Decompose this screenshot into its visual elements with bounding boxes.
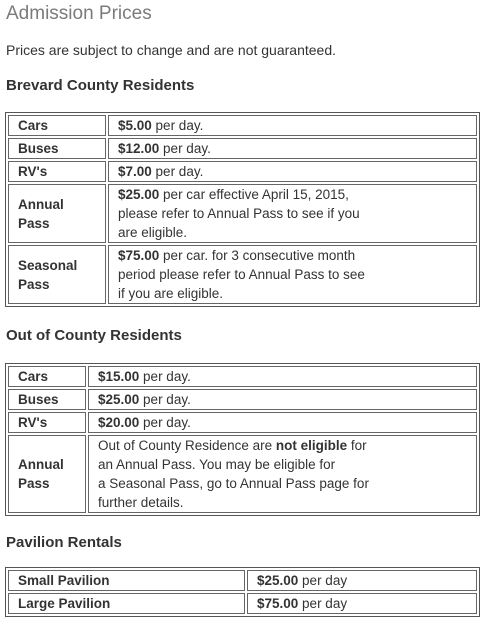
price-amount: $75.00: [257, 596, 299, 611]
row-label: Cars: [8, 366, 86, 387]
table-row: [8, 161, 477, 182]
value-line: are eligible.: [118, 225, 188, 240]
row-value: [88, 435, 477, 513]
price-unit: per day.: [139, 392, 191, 407]
row-label: Buses: [8, 389, 86, 410]
table-row: [8, 138, 477, 159]
value-line: Out of County Residence are: [98, 438, 276, 453]
price-disclaimer: Prices are subject to change and are not guaranteed.: [6, 42, 336, 58]
label-line: Annual: [18, 196, 64, 212]
value-line: for: [347, 438, 367, 453]
price-unit: per day: [298, 596, 348, 611]
value-line: if you are eligible.: [118, 286, 224, 301]
label-line: Seasonal: [18, 257, 78, 273]
value-line: a Seasonal Pass, go to Annual Pass page for: [98, 476, 369, 491]
row-value: [88, 366, 477, 387]
table-row: [8, 593, 477, 614]
table-row: [8, 570, 477, 591]
value-line: period please refer to Annual Pass to see: [118, 267, 365, 282]
table-row: [8, 412, 477, 433]
row-value: [108, 184, 477, 243]
price-amount: $7.00: [118, 164, 152, 179]
price-unit: per day.: [151, 164, 204, 179]
price-unit: per day.: [139, 369, 191, 384]
row-label: Large Pavilion: [8, 593, 245, 614]
price-amount: $5.00: [118, 118, 152, 133]
row-label: [8, 184, 106, 243]
row-label: RV's: [8, 161, 106, 182]
table-row: [8, 435, 477, 513]
price-amount: $25.00: [98, 392, 140, 407]
price-amount: $12.00: [118, 141, 160, 156]
value-line: please refer to Annual Pass to see if you: [118, 206, 360, 221]
price-amount: $20.00: [98, 415, 140, 430]
row-label: Cars: [8, 115, 106, 136]
table-row: [8, 115, 477, 136]
price-unit: per day.: [159, 141, 211, 156]
value-line: per car effective April 15, 2015,: [159, 187, 349, 202]
label-line: Pass: [18, 215, 50, 231]
row-value: [108, 138, 477, 159]
pavilion-price-table: [5, 567, 480, 617]
table-row: [8, 245, 477, 304]
label-line: Pass: [18, 476, 50, 491]
price-amount: $15.00: [98, 369, 140, 384]
row-label: [8, 245, 106, 304]
row-value: [88, 412, 477, 433]
row-value: [247, 593, 477, 614]
outcounty-price-table: [5, 363, 480, 516]
label-line: Annual: [18, 457, 64, 472]
table-row: [8, 389, 477, 410]
row-label: RV's: [8, 412, 86, 433]
price-amount: $25.00: [257, 573, 299, 588]
pavilion-heading: Pavilion Rentals: [6, 534, 122, 551]
outcounty-heading: Out of County Residents: [6, 327, 182, 344]
row-value: [108, 161, 477, 182]
row-label: [8, 435, 86, 513]
value-line: an Annual Pass. You may be eligible for: [98, 457, 336, 472]
value-line: further details.: [98, 495, 184, 510]
value-line: per car. for 3 consecutive month: [159, 248, 356, 263]
price-amount: $25.00: [118, 187, 160, 202]
eligibility-emphasis: not eligible: [275, 438, 348, 453]
row-label: Buses: [8, 138, 106, 159]
label-line: Pass: [18, 276, 50, 292]
table-row: [8, 184, 477, 243]
row-value: [247, 570, 477, 591]
page-title: Admission Prices: [6, 3, 152, 24]
table-row: [8, 366, 477, 387]
row-value: [108, 245, 477, 304]
row-label: Small Pavilion: [8, 570, 245, 591]
price-amount: $75.00: [118, 248, 160, 263]
brevard-price-table: [5, 112, 480, 307]
brevard-heading: Brevard County Residents: [6, 77, 195, 94]
price-unit: per day.: [151, 118, 204, 133]
price-unit: per day.: [139, 415, 191, 430]
price-unit: per day: [298, 573, 348, 588]
row-value: [108, 115, 477, 136]
row-value: [88, 389, 477, 410]
